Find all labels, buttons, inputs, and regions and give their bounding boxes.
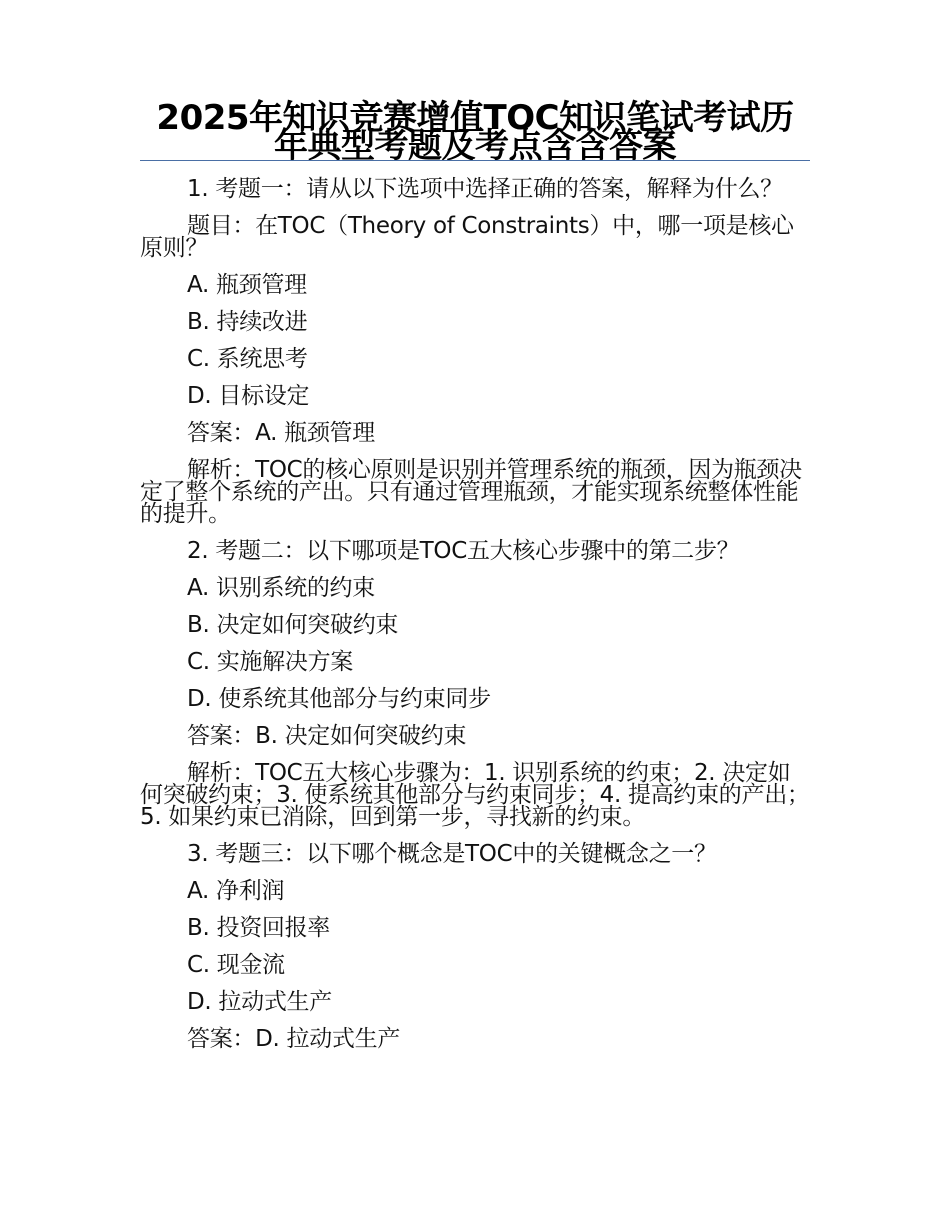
- question-3-heading: 3. 考题三：以下哪个概念是TOC中的关键概念之一？: [187, 841, 717, 867]
- question-3-option-a: A. 净利润: [187, 878, 285, 904]
- question-2-option-a: A. 识别系统的约束: [187, 575, 375, 601]
- question-2-option-d: D. 使系统其他部分与约束同步: [187, 686, 491, 712]
- question-2-heading: 2. 考题二：以下哪项是TOC五大核心步骤中的第二步？: [187, 538, 740, 564]
- question-3-option-c: C. 现金流: [187, 952, 285, 978]
- question-2-option-c: C. 实施解决方案: [187, 649, 353, 675]
- question-3-answer: 答案：D. 拉动式生产: [187, 1026, 401, 1052]
- question-1-option-a: A. 瓶颈管理: [187, 272, 307, 298]
- question-2-option-b: B. 决定如何突破约束: [187, 612, 399, 638]
- question-1-prompt: 题目：在TOC（Theory of Constraints）中，哪一项是核心原则？: [140, 213, 794, 261]
- question-2-answer: 答案：B. 决定如何突破约束: [187, 723, 467, 749]
- question-1-option-c: C. 系统思考: [187, 346, 308, 372]
- question-1-explanation: 解析：TOC的核心原则是识别并管理系统的瓶颈，因为瓶颈决定了整个系统的产出。只有通过管理瓶颈，才能实现系统整体性能的提升。: [140, 457, 802, 527]
- question-1-option-b: B. 持续改进: [187, 309, 308, 335]
- document-body: [140, 178, 810, 1065]
- title-underline-divider: [140, 160, 810, 161]
- question-3-option-d: D. 拉动式生产: [187, 989, 332, 1015]
- question-2-explanation: 解析：TOC五大核心步骤为：1. 识别系统的约束；2. 决定如何突破约束；3. 使系统其他部分与约束同步；4. 提高约束的产出；5. 如果约束已消除，回到第一步，寻找新的约束。: [140, 760, 810, 830]
- question-1-answer: 答案：A. 瓶颈管理: [187, 420, 375, 446]
- document-title: 2025年知识竞赛增值TOC知识笔试考试历年典型考题及考点含含答案: [156, 98, 794, 166]
- question-1-option-d: D. 目标设定: [187, 383, 310, 409]
- question-3-option-b: B. 投资回报率: [187, 915, 331, 941]
- question-1-heading: 1. 考题一：请从以下选项中选择正确的答案，解释为什么？: [187, 176, 783, 202]
